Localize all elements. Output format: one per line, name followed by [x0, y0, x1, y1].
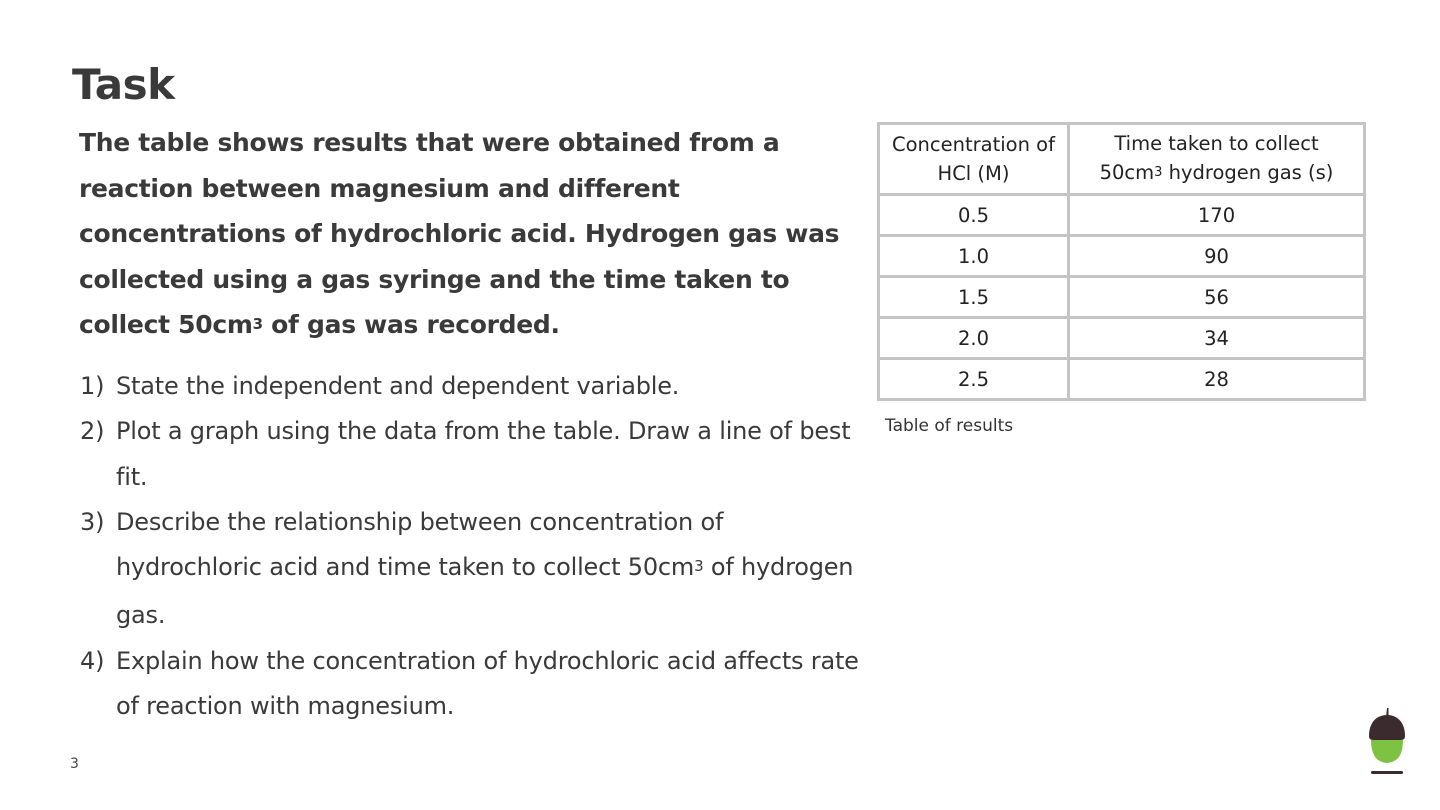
table-caption: Table of results	[885, 416, 1014, 436]
task-text-part: Describe the relationship between concentration of hydrochloric acid and time taken to collect	[116, 507, 724, 582]
slide-title: Task	[72, 60, 175, 109]
header-time	[1069, 124, 1365, 195]
cell-concentration: 2.0	[879, 318, 1069, 359]
table-row	[879, 236, 1365, 277]
task-number: 3)	[80, 507, 105, 536]
results-table	[877, 122, 1366, 401]
cell-concentration: 0.5	[879, 195, 1069, 236]
task-list	[80, 364, 860, 729]
intro-paragraph	[79, 120, 859, 352]
task-superscript: 3	[694, 557, 704, 576]
cell-concentration: 2.5	[879, 359, 1069, 400]
acorn-cap	[1369, 715, 1405, 740]
header-time-line2: hydrogen gas (s)	[1162, 160, 1334, 184]
cell-time: 170	[1069, 195, 1365, 236]
task-item	[80, 500, 860, 639]
task-number: 2)	[80, 417, 105, 446]
table-header-row	[879, 124, 1365, 195]
table-row	[879, 318, 1365, 359]
intro-text: The table shows results that were obtained from a reaction between magnesium and different concentrations of hydrochloric acid. Hydrogen gas was collected using a gas syringe and the time taken to collect 50cm	[79, 128, 840, 339]
task-number: 1)	[80, 372, 105, 400]
task-number: 4)	[80, 646, 105, 675]
table-row	[879, 359, 1365, 400]
intro-superscript: 3	[252, 315, 263, 333]
task-text: Plot a graph using the data from the table. Draw a line of best fit.	[116, 417, 851, 491]
header-superscript: 3	[1154, 164, 1163, 180]
cell-concentration: 1.5	[879, 277, 1069, 318]
task-text-part: of hydrogen gas.	[116, 553, 854, 630]
header-concentration: Concentration of HCl (M)	[879, 124, 1069, 195]
header-time-line1: Time taken to collect	[1114, 131, 1319, 155]
task-item	[80, 364, 860, 409]
cell-time: 28	[1069, 359, 1365, 400]
task-item	[80, 409, 860, 500]
task-text: Explain how the concentration of hydrochloric acid affects rate of reaction with magnesium.	[116, 646, 859, 721]
cell-concentration: 1.0	[879, 236, 1069, 277]
page-number: 3	[70, 756, 79, 772]
task-text: State the independent and dependent variable.	[116, 372, 680, 400]
acorn-body	[1371, 740, 1403, 763]
task-item	[80, 639, 860, 730]
cell-time: 90	[1069, 236, 1365, 277]
intro-text-end: of gas was recorded.	[262, 310, 560, 339]
cell-time: 34	[1069, 318, 1365, 359]
task-text-unit: 50cm	[627, 553, 695, 582]
acorn-shadow	[1371, 771, 1403, 774]
table-row	[879, 195, 1365, 236]
header-time-unit: 50cm	[1099, 160, 1155, 184]
task-text	[116, 500, 860, 639]
cell-time: 56	[1069, 277, 1365, 318]
acorn-logo-icon	[1365, 706, 1409, 778]
table-row	[879, 277, 1365, 318]
